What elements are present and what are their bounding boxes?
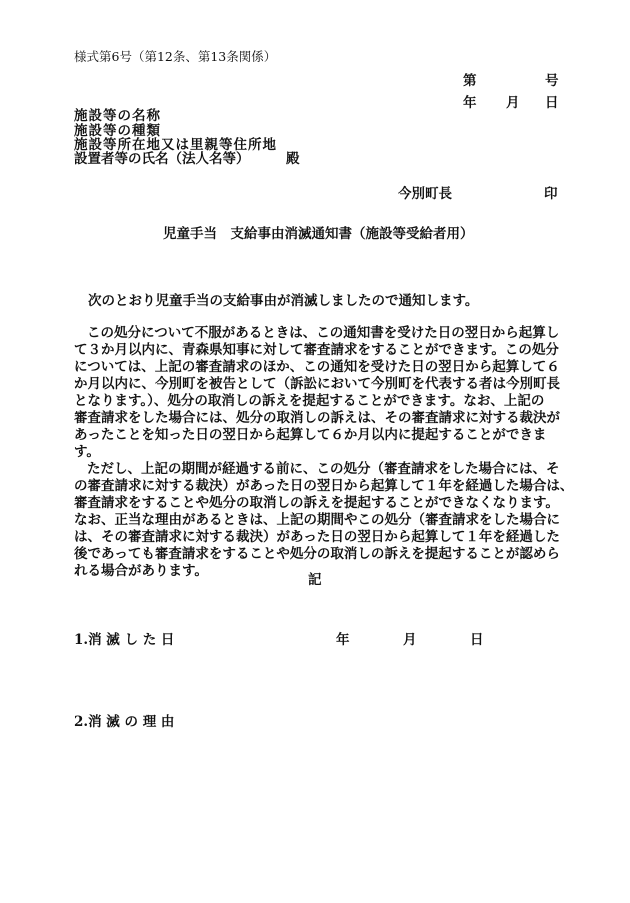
document-title: 児童手当 支給事由消滅通知書（施設等受給者用）: [163, 226, 474, 242]
intro-sentence: 次のとおり児童手当の支給事由が消滅しましたので通知します。: [88, 293, 479, 309]
notice-paragraph: [74, 325, 574, 580]
item-end-date-month: 月: [403, 632, 417, 648]
doc-date-day: 日: [545, 95, 559, 111]
notice-line: 審査請求をした場合には、処分の取消しの訴えは、その審査請求に対する裁決が: [74, 410, 560, 426]
item-end-date-day: 日: [470, 632, 484, 648]
notice-line: この処分について不服があるときは、この通知書を受けた日の翌日から起算し: [87, 325, 560, 341]
item-end-date-label: 1.消 滅 し た 日: [74, 632, 175, 648]
facility-type-label: 施設等の種類: [74, 123, 161, 139]
item-end-date-year: 年: [336, 632, 350, 648]
doc-number-prefix: 第: [463, 73, 477, 89]
operator-name-label: 設置者等の氏名（法人名等）: [74, 151, 250, 167]
notice-line: となります。）、処分の取消しの訴えを提起することができます。なお、上記の: [74, 393, 545, 409]
sender-title: 今別町長: [398, 186, 452, 202]
notice-line: 審査請求をすることや処分の取消しの訴えを提起することができなくなります。: [74, 495, 559, 511]
doc-date-month: 月: [506, 95, 520, 111]
notice-line: あったことを知った日の翌日から起算して６か月以内に提起することができま: [74, 427, 547, 443]
form-label: 様式第6号（第12条、第13条関係）: [74, 49, 277, 64]
ki-heading: 記: [308, 572, 322, 588]
doc-number-suffix: 号: [545, 73, 559, 89]
honorific: 殿: [286, 151, 300, 167]
facility-name-label: 施設等の名称: [74, 108, 161, 124]
seal-mark: 印: [544, 186, 558, 202]
notice-line: の審査請求に対する裁決）があった日の翌日から起算して１年を経過した場合は、: [74, 478, 574, 494]
notice-line: す。: [74, 444, 100, 460]
notice-line: か月以内に、今別町を被告として（訴訟において今別町を代表する者は今別町長: [74, 376, 560, 392]
notice-line: については、上記の審査請求のほか、この通知を受けた日の翌日から起算して６: [74, 359, 560, 375]
notice-line: なお、正当な理由があるときは、上記の期間やこの処分（審査請求をした場合に: [74, 512, 560, 528]
doc-date-year: 年: [463, 95, 477, 111]
notice-line: て３か月以内に、青森県知事に対して審査請求をすることができます。この処分: [74, 342, 559, 358]
notice-line: れる場合があります。: [74, 563, 208, 579]
notice-line: は、その審査請求に対する裁決）があった日の翌日から起算して１年を経過した: [74, 529, 560, 545]
item-reason-label: 2.消 滅 の 理 由: [74, 714, 175, 730]
notice-line: ただし、上記の期間が経過する前に、この処分（審査請求をした場合には、そ: [87, 461, 560, 477]
notice-line: 後であっても審査請求をすることや処分の取消しの訴えを提起することが認めら: [74, 546, 560, 562]
facility-address-label: 施設等所在地又は里親等住所地: [74, 137, 277, 153]
